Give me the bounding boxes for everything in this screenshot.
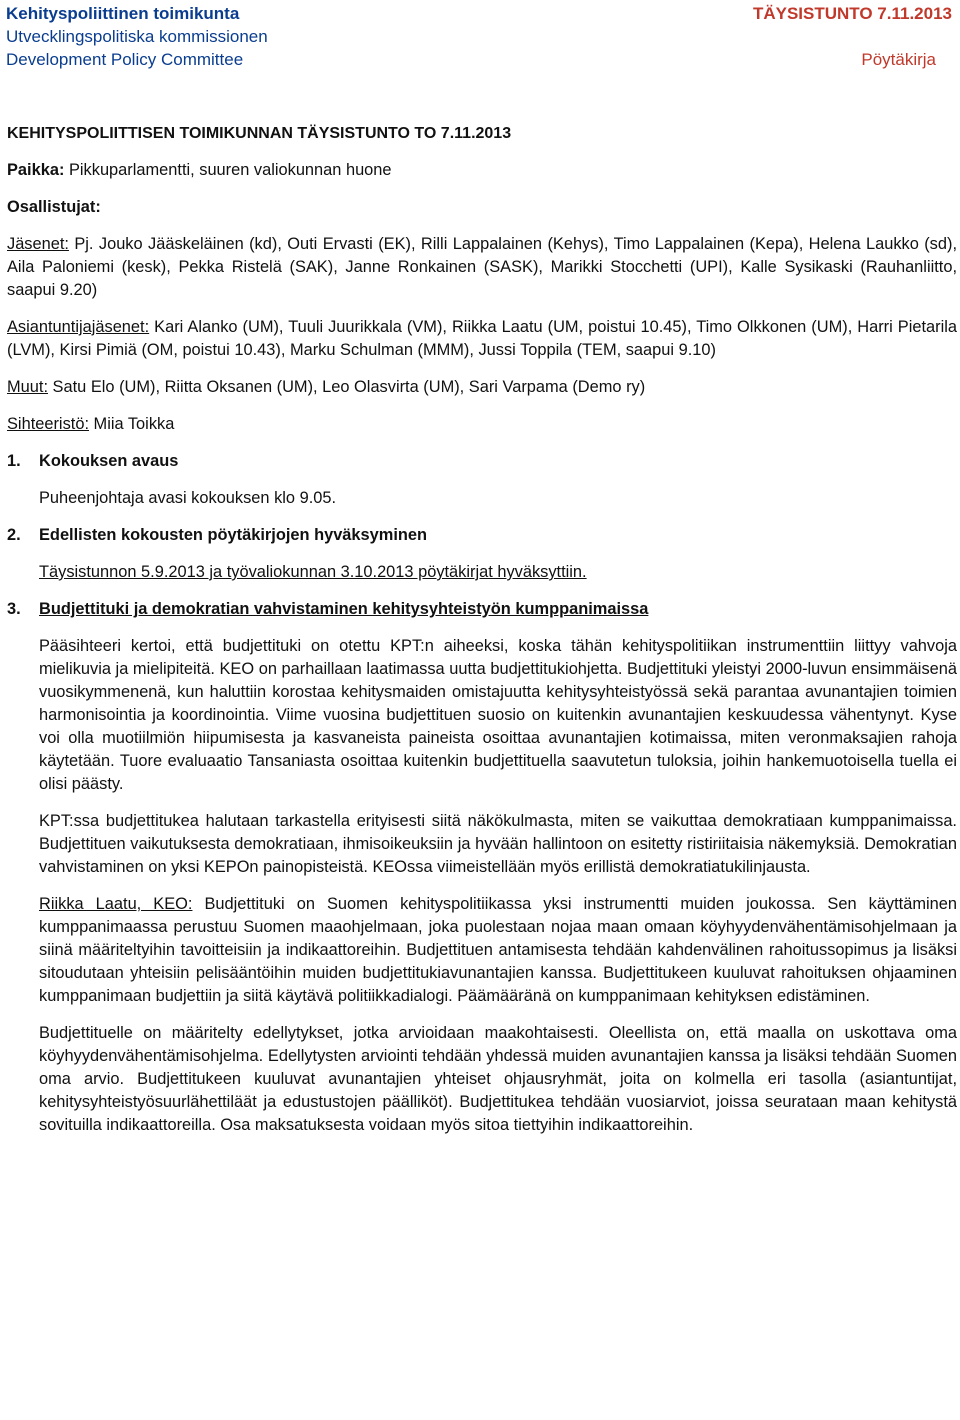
- section-3-paragraph-2: KPT:ssa budjettitukea halutaan tarkastella erityisesti siitä näkökulmasta, miten se vaikuttaa demokratiaan kumppanimaissa. Budjettituen vaikutuksesta demokratiaan, ihmisoikeuksiin ja hyvään hallintoon on esitetty ristiriitaisia näkemyksiä. Demokratian vahvistaminen on yksi KEPOn painopisteistä. KEOssa viimeistellään myös erillistä demokratiatukilinjausta.: [39, 812, 957, 876]
- experts-text: Kari Alanko (UM), Tuuli Juurikkala (VM), Riikka Laatu (UM, poistui 10.45), Timo Olkkonen (UM), Harri Pietarila (LVM), Kirsi Pimiä (OM, poistui 10.43), Marku Schulman (MMM), Jussi Toppila (TEM, saapui 9.10): [7, 318, 957, 359]
- participants-label: Osallistujat:: [7, 198, 101, 216]
- org-name-fi: Kehityspoliittinen toimikunta: [6, 4, 240, 23]
- section-3-paragraph-3: [7, 893, 957, 1008]
- section-number-1: 1.: [7, 452, 21, 470]
- place-label: Paikka:: [7, 161, 65, 179]
- section-number-3: 3.: [7, 600, 21, 618]
- speaker-text: Budjettituki on Suomen kehityspolitiikassa yksi instrumentti muiden joukossa. Sen käyttäminen kumppanimaassa perustuu Suomen maaohjelmaan, joka puolestaan nojaa maan omaan köyhyydenvähentämisohjelmaan ja siinä määriteltyihin tavoitteisiin ja indikaattoreihin. Budjettituen antamisesta tehdään kahdenvälinen rahoitussopimus ja lisäksi sitoudutaan yhteisiin pelisääntöihin muiden budjettitukiavunantajien kanssa. Budjettitukeen kuuluvat rahoituksen ohjaaminen kumppanimaan budjettiin ja siitä käytävä politiikkadialogi. Päämääränä on kumppanimaan kehityksen edistäminen.: [39, 895, 957, 1005]
- others-text: Satu Elo (UM), Riitta Oksanen (UM), Leo Olasvirta (UM), Sari Varpama (Demo ry): [48, 378, 646, 396]
- place-line: [7, 159, 957, 182]
- document-type: Pöytäkirja: [861, 50, 936, 69]
- page-header: [6, 2, 952, 72]
- others-label: Muut:: [7, 378, 48, 396]
- org-name-sv: Utvecklingspolitiska kommissionen: [6, 27, 268, 46]
- section-text-1: Puheenjohtaja avasi kokouksen klo 9.05.: [39, 489, 337, 507]
- section-3-paragraph-1: Pääsihteeri kertoi, että budjettituki on otettu KPT:n aiheeksi, koska tähän kehityspolitiikan instrumenttiin liittyy vahvoja mielikuvia ja mielipiteitä. KEO on parhaillaan laatimassa uutta budjettitukiohjetta. Budjettituki yleistyi 2000-luvun ensimmäisenä vuosikymmenenä, kun haluttiin korostaa kehitysmaiden omistajuutta kehitysyhteistyössä sekä parantaa avunantajien toimien harmonisointia ja koordinointia. Viime vuosina budjettituen suosio on kuitenkin avunantajien keskuudessa vähentynyt. Kyse voi olla muotiilmiön hiipumisesta ja kasvaneista paineista osoittaa avunantajien kotimaissa, miten veronmaksajien rahoja käytetään. Tuore evaluaatio Tansaniasta osoittaa kuitenkin budjettituella saavutetun tuloksia, joihin hankemuotoisella tuella ei olisi päästy.: [39, 637, 957, 793]
- section-title-3: Budjettituki ja demokratian vahvistaminen kehitysyhteistyön kumppanimaissa: [39, 600, 649, 618]
- section-heading-3: [7, 598, 957, 621]
- secretariat-text: Miia Toikka: [89, 415, 175, 433]
- section-heading-2: [7, 524, 957, 547]
- speaker-label: Riikka Laatu, KEO:: [39, 895, 193, 913]
- members-text: Pj. Jouko Jääskeläinen (kd), Outi Ervasti (EK), Rilli Lappalainen (Kehys), Timo Lappalainen (Kepa), Helena Laukko (sd), Aila Paloniemi (kesk), Pekka Ristelä (SAK), Janne Ronkainen (SASK), Marikki Stocchetti (UPI), Kalle Sysikaski (Rauhanliitto, saapui 9.20): [7, 235, 957, 299]
- section-3-paragraph-4: Budjettituelle on määritelty edellytykset, jotka arvioidaan maakohtaisesti. Oleellista on, että maalla on uskottava oma köyhyydenvähentämisohjelma. Edellytysten arviointi tehdään yhdessä muiden avunantajien kanssa ja lisäksi tehdään Suomen oma arvio. Budjettitukeen kuuluvat avunantajien yhteiset ohjausryhmät, joita on kolmella eri tasolla (asiantuntijat, kehitysyhteistyösuurlähettiläät ja edustustojen päälliköt). Budjettitukea tehdään vuosiarviot, joissa seurataan maan kehitystä sovituilla indikaattoreilla. Osa maksatuksesta voidaan myös sitoa tiettyihin indikaattoreihin.: [39, 1024, 957, 1134]
- document-title: KEHITYSPOLIITTISEN TOIMIKUNNAN TÄYSISTUNTO TO 7.11.2013: [7, 125, 512, 142]
- meeting-label: TÄYSISTUNTO 7.11.2013: [752, 4, 952, 23]
- others-paragraph: [7, 376, 957, 399]
- section-heading-1: [7, 450, 957, 473]
- place-value: Pikkuparlamentti, suuren valiokunnan huone: [64, 161, 392, 179]
- members-paragraph: [7, 233, 957, 302]
- section-number-2: 2.: [7, 526, 21, 544]
- experts-label: Asiantuntijajäsenet:: [7, 318, 150, 336]
- secretariat-paragraph: [7, 413, 957, 436]
- org-name-en: Development Policy Committee: [6, 50, 244, 69]
- document-body: [7, 122, 957, 1137]
- minutes-approval-text: Täysistunnon 5.9.2013 ja työvaliokunnan 3.10.2013 pöytäkirjat hyväksyttiin.: [39, 563, 587, 581]
- members-label: Jäsenet:: [7, 235, 69, 253]
- section-title-1: Kokouksen avaus: [39, 452, 179, 470]
- section-title-2: Edellisten kokousten pöytäkirjojen hyväksyminen: [39, 526, 428, 544]
- section-text-2: [7, 561, 957, 584]
- experts-paragraph: [7, 316, 957, 362]
- secretariat-label: Sihteeristö:: [7, 415, 89, 433]
